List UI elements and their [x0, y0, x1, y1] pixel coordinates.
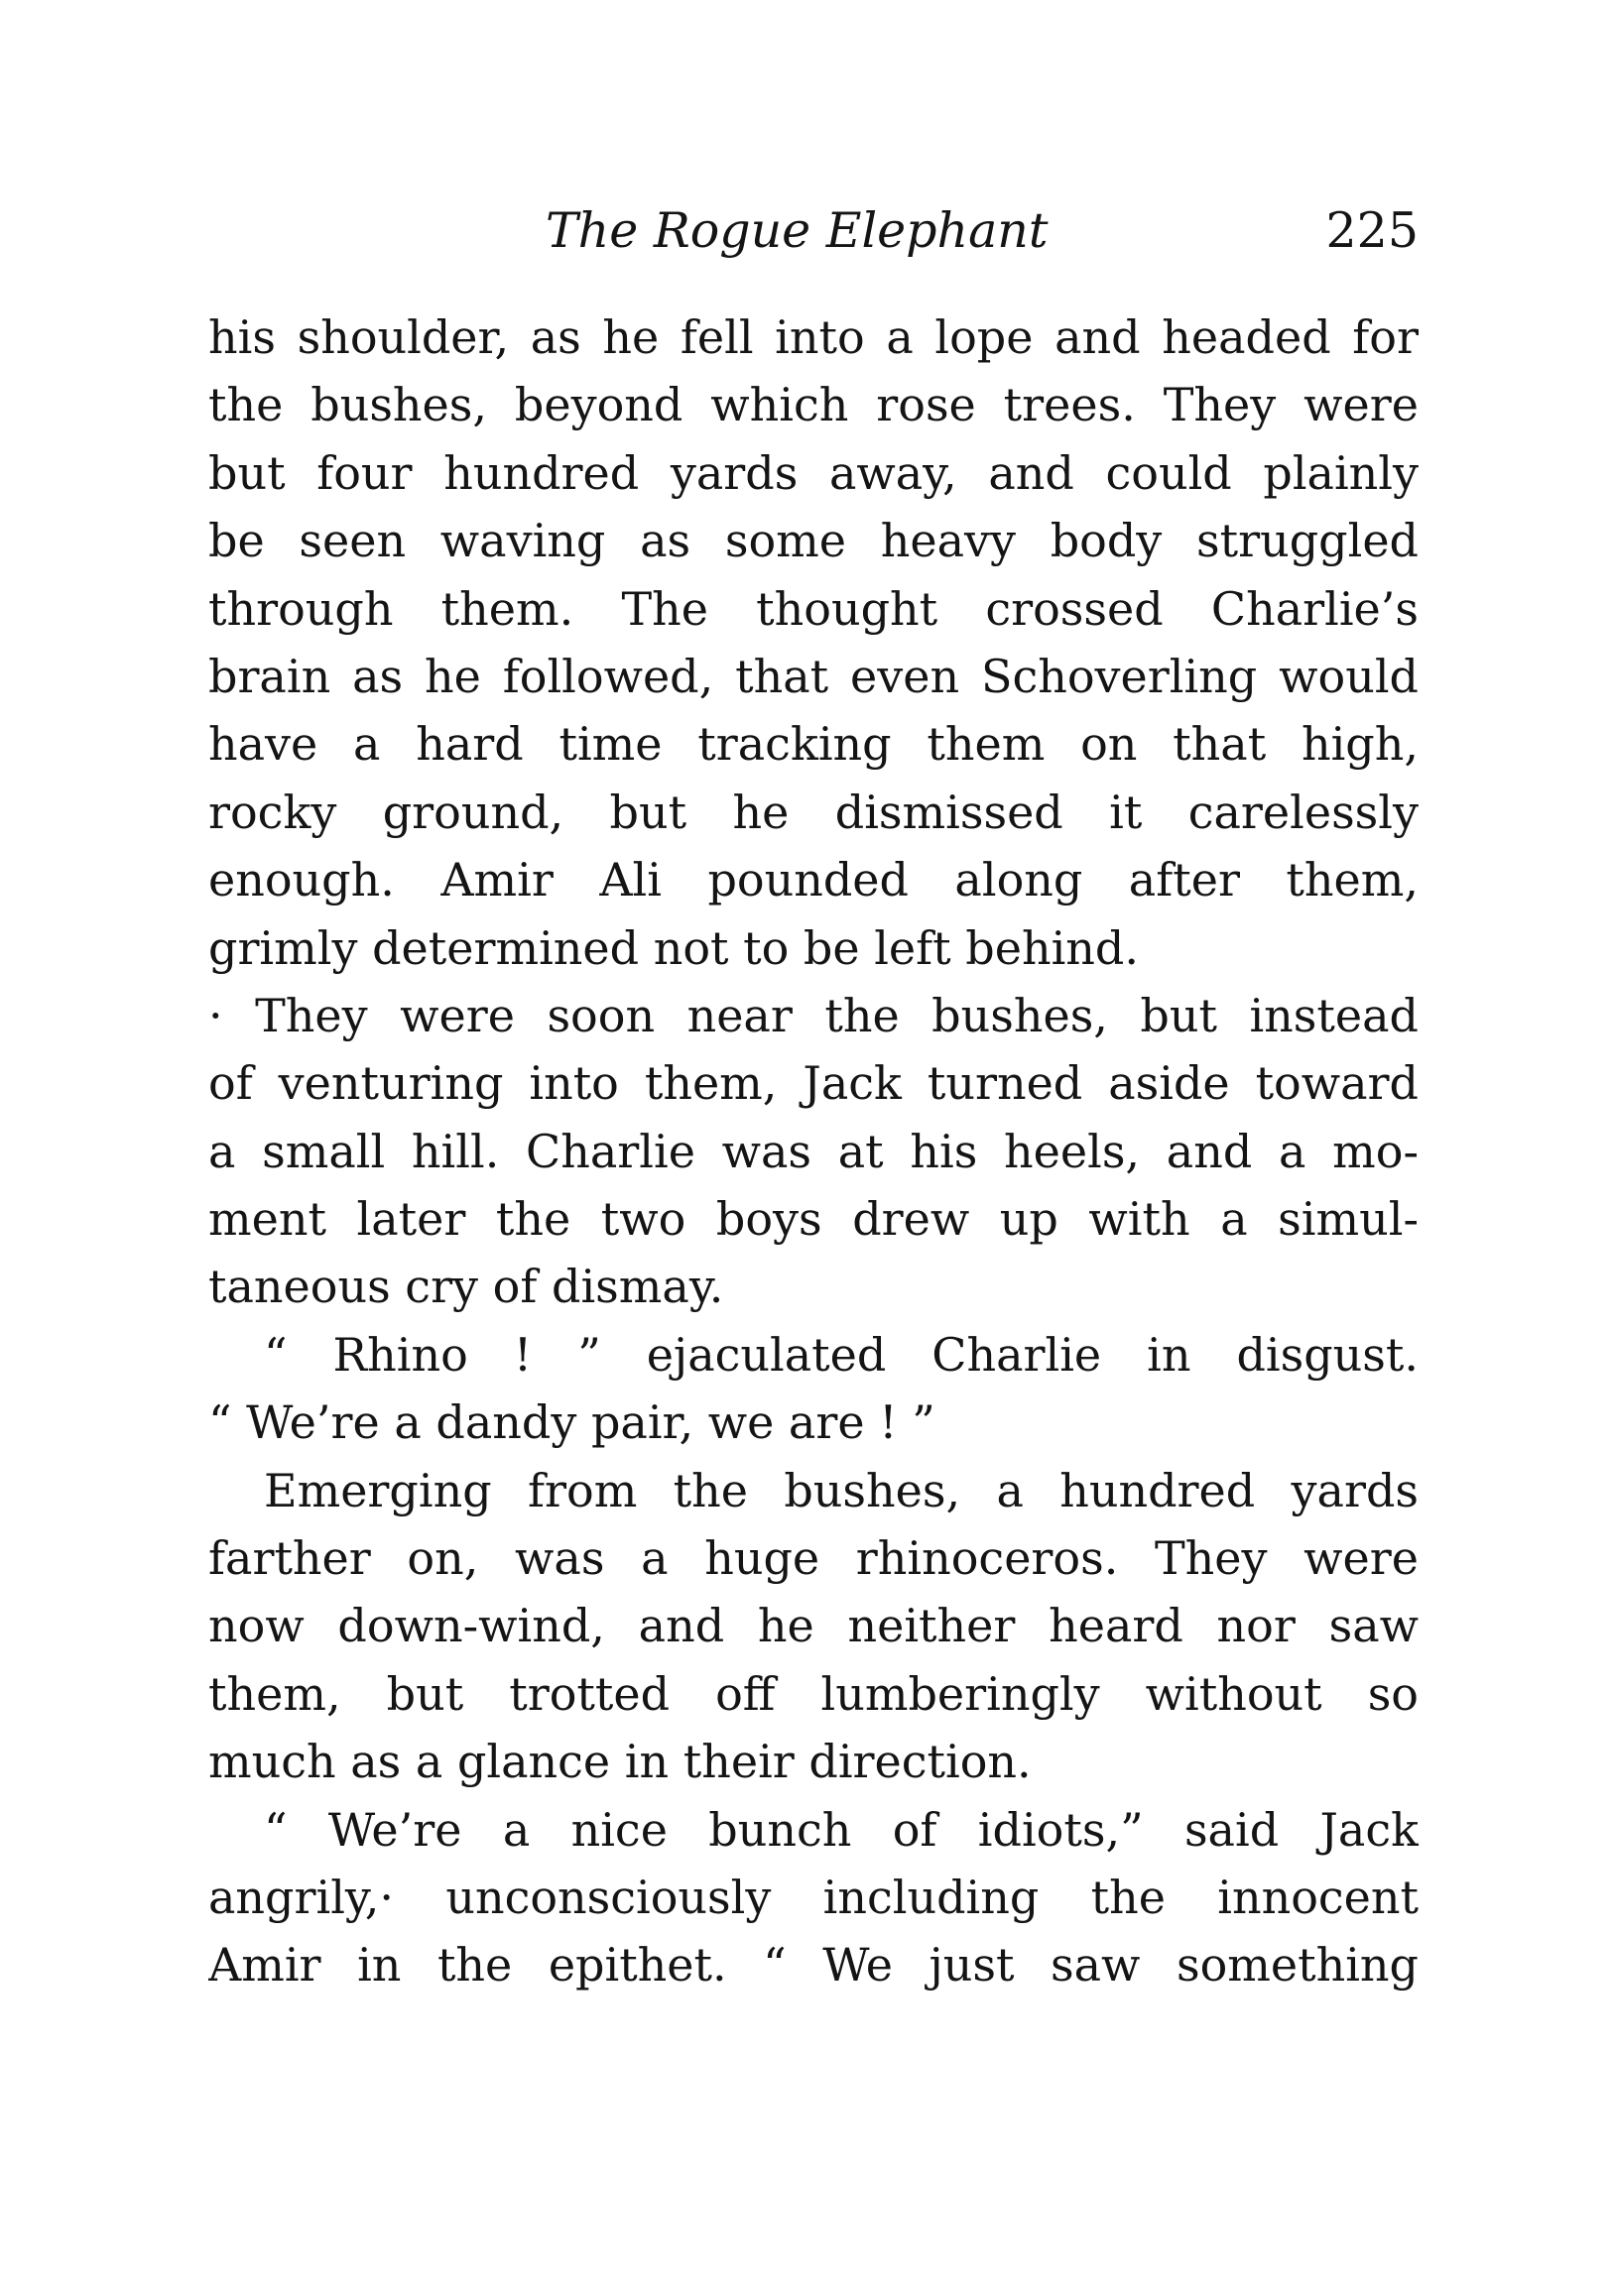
running-head	[208, 196, 1419, 266]
text-line: have a hard time tracking them on that high,	[208, 717, 1419, 772]
text-line: “ We’re a nice bunch of idiots,” said Jack	[264, 1802, 1419, 1857]
text-line: “ We’re a dandy pair, we are ! ”	[208, 1395, 935, 1450]
text-line: “ Rhino ! ” ejaculated Charlie in disgust.	[264, 1327, 1419, 1382]
running-title: The Rogue Elephant	[546, 202, 1049, 259]
text-line: be seen waving as some heavy body struggled	[208, 514, 1419, 568]
text-line: grimly determined not to be left behind.	[208, 920, 1139, 975]
text-line: · They were soon near the bushes, but instead	[208, 988, 1419, 1042]
text-line: the bushes, beyond which rose trees. They were	[208, 378, 1419, 432]
text-line: rocky ground, but he dismissed it carelessly	[208, 785, 1419, 839]
text-line: taneous cry of dismay.	[208, 1260, 724, 1314]
page-number: 225	[1325, 202, 1419, 259]
text-line: of venturing into them, Jack turned aside toward	[208, 1056, 1419, 1111]
text-line: now down-wind, and he neither heard nor saw	[208, 1599, 1419, 1653]
text-line: Amir in the epithet. “ We just saw something	[208, 1938, 1419, 1993]
text-line: farther on, was a huge rhinoceros. They were	[208, 1531, 1419, 1586]
text-line: Emerging from the bushes, a hundred yards	[264, 1463, 1419, 1517]
body-text	[208, 303, 1419, 1999]
text-line: enough. Amir Ali pounded along after them,	[208, 853, 1419, 907]
text-line: a small hill. Charlie was at his heels, and a mo-	[208, 1124, 1419, 1178]
text-line: angrily,· unconsciously including the innocent	[208, 1870, 1419, 1924]
text-line: but four hundred yards away, and could plainly	[208, 445, 1419, 500]
text-line: them, but trotted off lumberingly without so	[208, 1666, 1419, 1721]
text-line: his shoulder, as he fell into a lope and headed for	[208, 310, 1419, 364]
text-line: ment later the two boys drew up with a simul-	[208, 1192, 1419, 1247]
text-line: brain as he followed, that even Schoverling would	[208, 649, 1419, 703]
text-line: much as a glance in their direction.	[208, 1735, 1032, 1789]
text-line: through them. The thought crossed Charlie’s	[208, 581, 1419, 636]
